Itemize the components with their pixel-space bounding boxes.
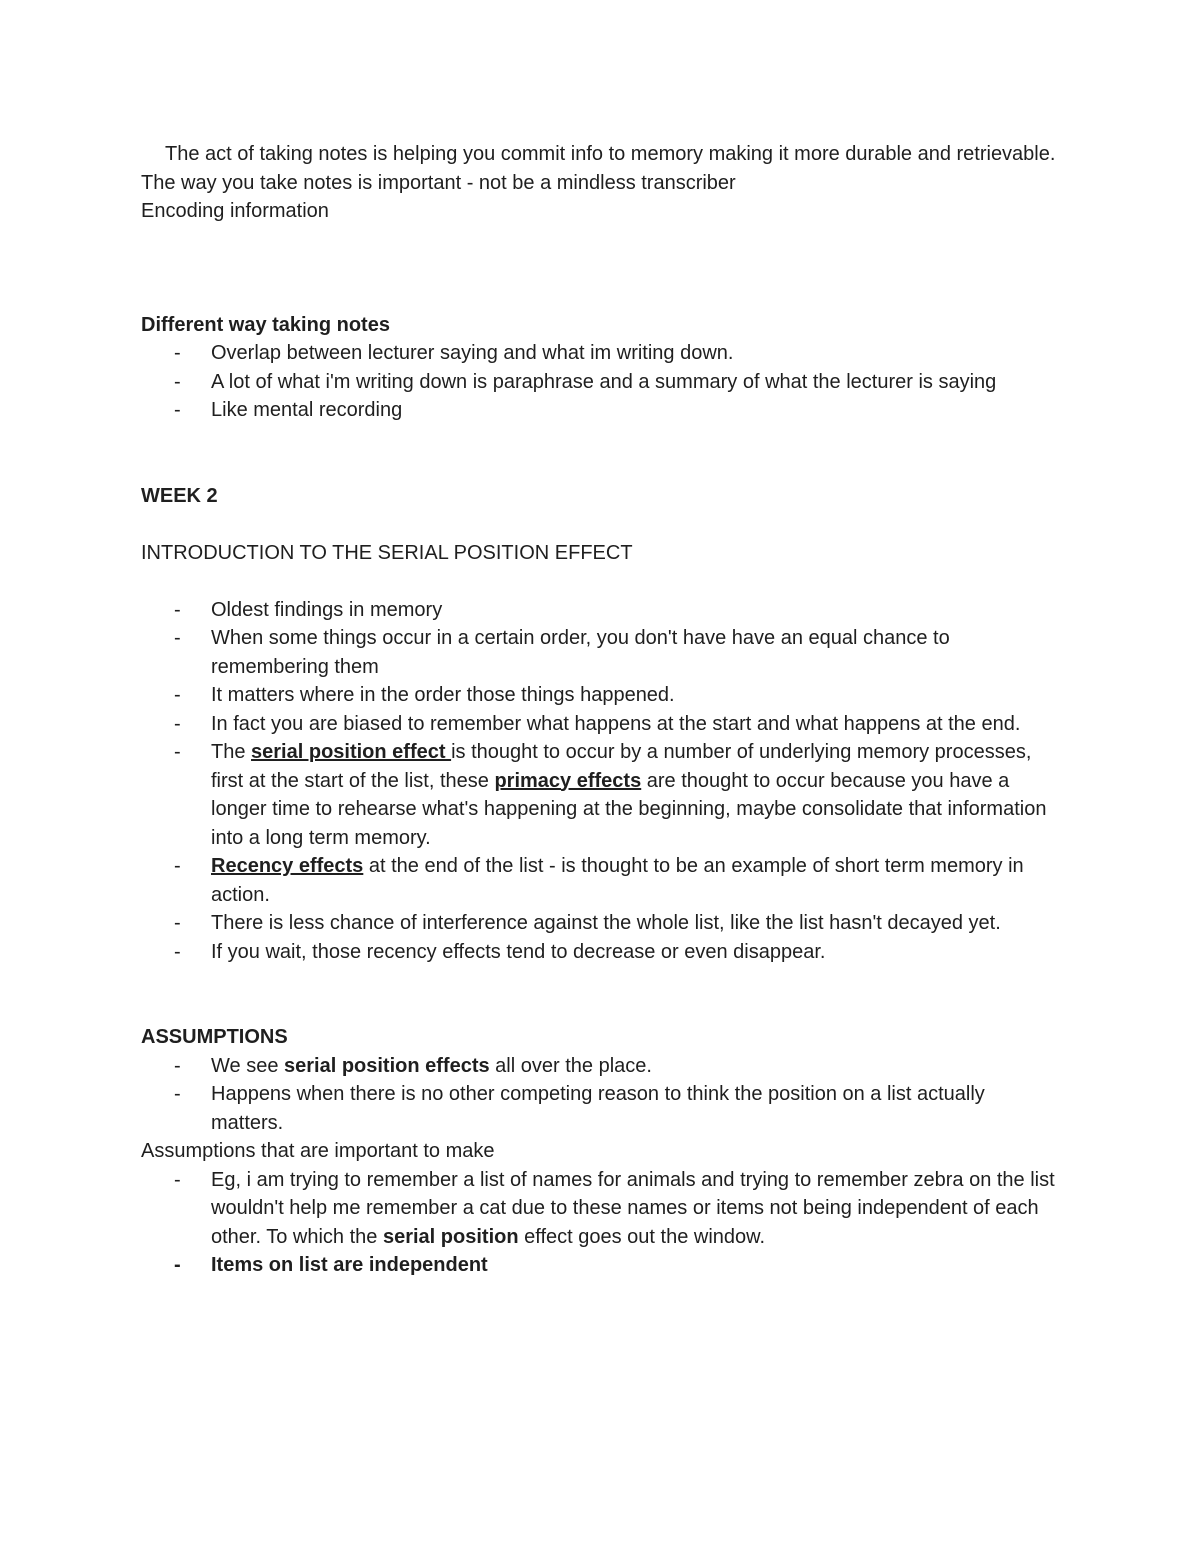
dash-icon: -: [174, 627, 181, 649]
list-item: - It matters where in the order those things happened.: [141, 681, 1061, 710]
dash-icon: -: [174, 399, 181, 421]
key-term: serial position effects: [284, 1054, 490, 1077]
dash-icon: -: [174, 741, 181, 763]
section-heading: Different way taking notes: [141, 313, 390, 336]
list-item: - Recency effects at the end of the list - is thought to be an example of short term memory in action.: [141, 852, 1061, 909]
list-item: - Eg, i am trying to remember a list of names for animals and trying to remember zebra on the list wouldn't help me remember a cat due to these names or items not being independent of each other. To which the serial position effect goes out the window.: [141, 1166, 1061, 1252]
bullet-list: [141, 1166, 1061, 1280]
dash-icon: -: [174, 370, 181, 393]
dash-icon: -: [174, 1168, 181, 1191]
list-item: - The serial position effect is thought to occur by a number of underlying memory processes, first at the start of the list, these primacy effects are thought to occur because you have a longer time to rehearse what's happening at the beginning, maybe consolidate that information into a long term memory.: [141, 738, 1061, 852]
bullet-list: [141, 596, 1061, 967]
list-item: - We see serial position effects all over the place.: [141, 1052, 1061, 1081]
dash-icon: -: [174, 1254, 181, 1276]
dash-icon: -: [174, 712, 181, 735]
list-item: - Like mental recording: [141, 396, 1061, 425]
list-item: - Items on list are independent: [141, 1251, 1061, 1280]
key-term: serial position: [382, 1225, 519, 1248]
section-heading: ASSUMPTIONS: [141, 1026, 288, 1048]
list-item: - When some things occur in a certain order, you don't have have an equal chance to remembering them: [141, 624, 1061, 681]
bullet-list: [141, 339, 1061, 425]
key-term: primacy effects: [494, 769, 642, 792]
dash-icon: -: [174, 342, 181, 364]
dash-icon: -: [174, 940, 181, 963]
document-body: [141, 140, 1061, 1280]
assumptions-subline: Assumptions that are important to make: [141, 1140, 495, 1162]
intro-line: The way you take notes is important - not be a mindless transcriber: [141, 171, 736, 194]
week-heading: WEEK 2: [141, 484, 218, 507]
intro-paragraph: The act of taking notes is helping you commit info to memory making it more durable and retrievable.: [165, 143, 1056, 165]
dash-icon: -: [174, 1054, 181, 1077]
list-item: - If you wait, those recency effects tend to decrease or even disappear.: [141, 938, 1061, 967]
bullet-list: [141, 1052, 1061, 1138]
intro-line: Encoding information: [141, 200, 329, 222]
dash-icon: -: [174, 598, 181, 621]
key-term: Recency effects: [211, 855, 364, 877]
list-item: - Oldest findings in memory: [141, 596, 1061, 625]
dash-icon: -: [174, 684, 181, 706]
list-item: - Overlap between lecturer saying and what im writing down.: [141, 339, 1061, 368]
dash-icon: -: [174, 1083, 181, 1105]
dash-icon: -: [174, 855, 181, 877]
section-subheading: INTRODUCTION TO THE SERIAL POSITION EFFECT: [141, 541, 633, 564]
list-item: - Happens when there is no other competing reason to think the position on a list actually matters.: [141, 1080, 1061, 1137]
list-item: - A lot of what i'm writing down is paraphrase and a summary of what the lecturer is saying: [141, 368, 1061, 397]
dash-icon: -: [174, 912, 181, 934]
key-term: serial position effect: [251, 741, 452, 763]
list-item: - There is less chance of interference against the whole list, like the list hasn't decayed yet.: [141, 909, 1061, 938]
list-item: - In fact you are biased to remember what happens at the start and what happens at the end.: [141, 710, 1061, 739]
